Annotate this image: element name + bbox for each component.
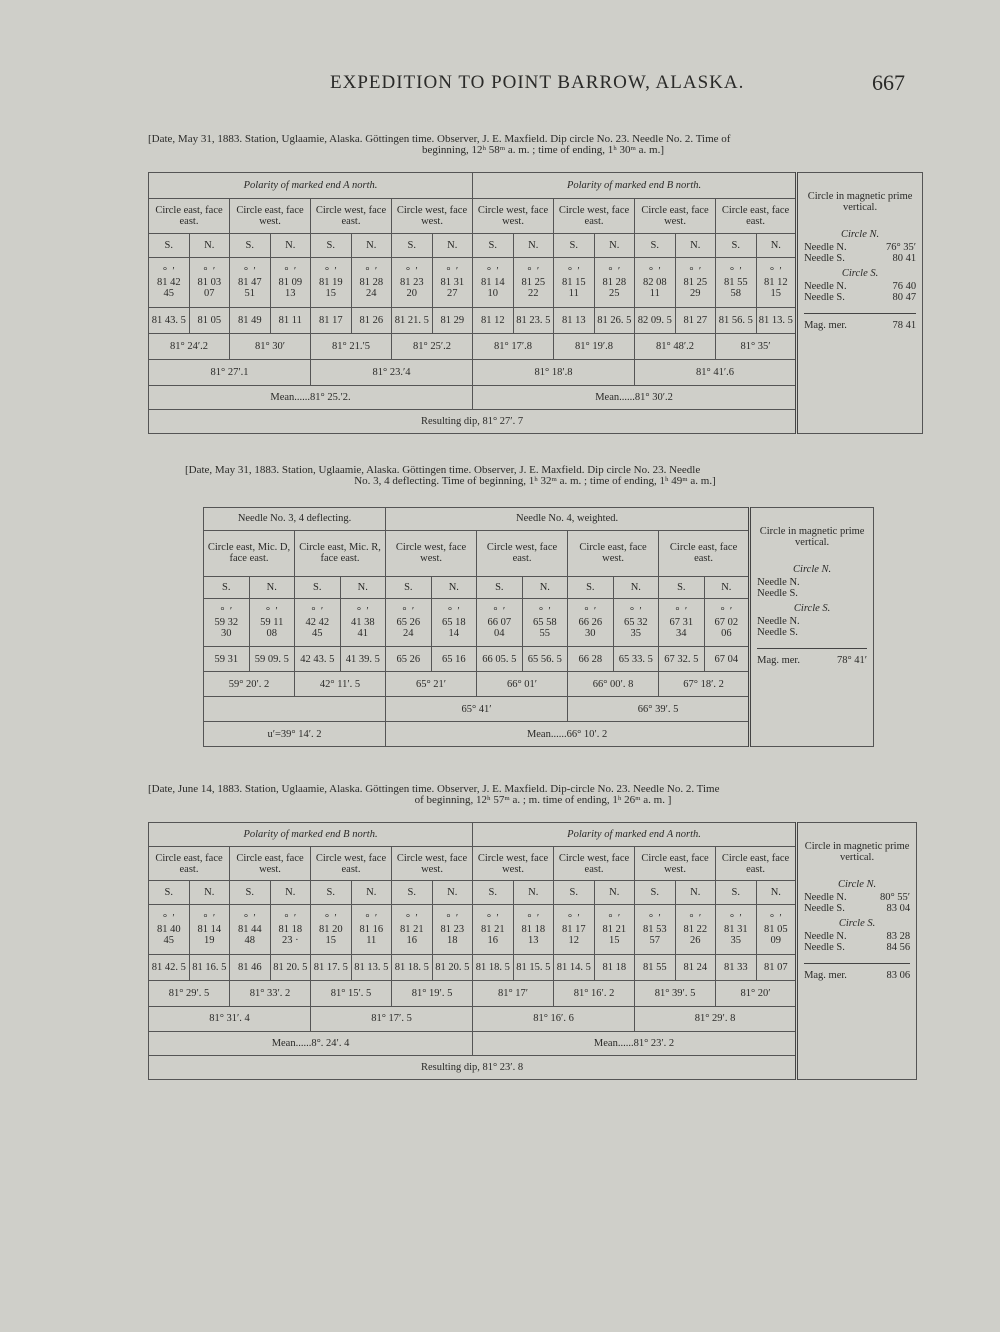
mean-cell: 81 43. 5	[149, 307, 190, 333]
needle-s-label: Needle S.	[804, 942, 845, 953]
resulting-dip: Resulting dip, 81° 27′. 7	[149, 410, 797, 434]
mean-cell: 81 07	[756, 954, 797, 980]
sn-label: N.	[675, 881, 716, 905]
reading-cell: ° ′ 42 42 45	[295, 599, 341, 647]
group-header-right: Polarity of marked end A north.	[473, 823, 797, 847]
reading-cell: ° ′ 81 19 15	[311, 257, 352, 307]
reading-cell: ° ′ 81 05 09	[756, 905, 797, 955]
sn-label: N.	[249, 576, 295, 599]
mean-cell: 59 31	[204, 647, 250, 672]
caption-line-2: beginning, 12ʰ 58ᵐ a. m. ; time of ending, 1ʰ 30ᵐ a. m.]	[421, 144, 665, 156]
resulting-dip: Resulting dip, 81° 23′. 8	[149, 1056, 797, 1080]
position-header: Circle east, face east.	[716, 846, 797, 881]
position-header: Circle east, face east.	[659, 530, 750, 576]
position-header: Circle west, face east.	[311, 846, 392, 881]
position-header: Circle west, face west.	[473, 846, 554, 881]
mean-cell: 81 13	[554, 307, 595, 333]
mag-mer-label: Mag. mer.	[804, 320, 847, 331]
mean-cell: 81 21. 5	[392, 307, 433, 333]
reading-cell: ° ′ 81 14 19	[189, 905, 230, 955]
reading-cell: ° ′ 66 07 04	[477, 599, 523, 647]
reading-cell: ° ′ 82 08 11	[635, 257, 676, 307]
reading-cell: ° ′ 81 47 51	[230, 257, 271, 307]
pair-mean-cell: 81° 15′. 5	[311, 980, 392, 1006]
sn-label: S.	[149, 233, 190, 257]
table-3-caption	[148, 784, 938, 806]
needle-n-label: Needle N.	[804, 242, 847, 253]
reading-cell: ° ′ 81 23 18	[432, 905, 473, 955]
mean-cell: 81 17	[311, 307, 352, 333]
group-header-left: Polarity of marked end A north.	[149, 173, 473, 199]
reading-cell: ° ′ 81 55 58	[716, 257, 757, 307]
quad-mean-cell: 81° 23.′4	[311, 360, 473, 386]
mean-cell: 67 04	[704, 647, 750, 672]
reading-cell: ° ′ 81 18 13	[513, 905, 554, 955]
position-header: Circle east, face west.	[230, 846, 311, 881]
position-header: Circle west, face east.	[311, 199, 392, 234]
sn-label: S.	[204, 576, 250, 599]
pair-mean-cell: 81° 24′.2	[149, 333, 230, 359]
mean-cell: 81 18. 5	[473, 954, 514, 980]
mean-cell: 81 11	[270, 307, 311, 333]
pair-mean-cell: 66° 00′. 8	[568, 672, 659, 697]
reading-cell: ° ′ 59 32 30	[204, 599, 250, 647]
prime-vertical-title: Circle in magnetic prime vertical.	[759, 526, 865, 548]
reading-cell: ° ′ 66 26 30	[568, 599, 614, 647]
needle-s-label: Needle S.	[757, 588, 798, 599]
needle-n-value: 80° 55′	[879, 892, 911, 903]
quad-mean-cell: 81° 29′. 8	[635, 1006, 797, 1032]
reading-cell: ° ′ 81 03 07	[189, 257, 230, 307]
mean-cell: 81 18	[594, 954, 635, 980]
mean-cell: 65 33. 5	[613, 647, 659, 672]
reading-cell: ° ′ 81 28 25	[594, 257, 635, 307]
needle-n-value: 76 40	[892, 281, 917, 292]
mean-cell: 59 09. 5	[249, 647, 295, 672]
sn-label: S.	[477, 576, 523, 599]
mean-cell: 81 42. 5	[149, 954, 190, 980]
sn-label: S.	[386, 576, 432, 599]
position-header: Circle west, face west.	[392, 199, 473, 234]
mean-cell: 41 39. 5	[340, 647, 386, 672]
quad-mean-cell: 81° 18′.8	[473, 360, 635, 386]
needle-n-label: Needle N.	[804, 931, 847, 942]
mag-mer-value: 83 06	[886, 970, 911, 981]
sn-label: S.	[392, 233, 433, 257]
needle-s-value: 80 41	[892, 253, 917, 264]
circle-s-label: Circle S.	[841, 268, 879, 279]
page-number: 667	[872, 70, 905, 95]
mean-cell: 81 29	[432, 307, 473, 333]
mean-cell: 81 12	[473, 307, 514, 333]
reading-cell: ° ′ 81 22 26	[675, 905, 716, 955]
quad-mean-cell: 81° 17′. 5	[311, 1006, 473, 1032]
mean-cell: 81 20. 5	[432, 954, 473, 980]
sn-label: N.	[594, 233, 635, 257]
half-mean-cell: Mean......66° 10′. 2	[386, 722, 750, 747]
pair-mean-cell: 81° 30′	[230, 333, 311, 359]
reading-cell: ° ′ 81 21 16	[473, 905, 514, 955]
half-mean-cell: Mean......81° 23′. 2	[473, 1032, 797, 1056]
sn-label: N.	[756, 233, 797, 257]
sn-label: S.	[635, 233, 676, 257]
reading-cell: ° ′ 81 21 16	[392, 905, 433, 955]
mean-cell: 81 55	[635, 954, 676, 980]
sn-label: S.	[311, 881, 352, 905]
reading-cell: ° ′ 81 21 15	[594, 905, 635, 955]
group-header-left: Polarity of marked end B north.	[149, 823, 473, 847]
mean-cell: 42 43. 5	[295, 647, 341, 672]
position-header: Circle west, face east.	[554, 199, 635, 234]
mean-cell: 66 28	[568, 647, 614, 672]
sn-label: N.	[431, 576, 477, 599]
caption-line-1: [Date, May 31, 1883. Station, Uglaamie, Alaska. Göttingen time. Observer, J. E. Maxfield. Dip circle No. 23. Needle	[185, 464, 701, 476]
pair-mean-cell: 81° 25′.2	[392, 333, 473, 359]
mean-cell: 81 27	[675, 307, 716, 333]
empty-cell	[204, 697, 386, 722]
sn-label: N.	[613, 576, 659, 599]
mean-cell: 81 56. 5	[716, 307, 757, 333]
reading-cell: ° ′ 81 17 12	[554, 905, 595, 955]
mean-cell: 67 32. 5	[659, 647, 705, 672]
sn-label: S.	[568, 576, 614, 599]
pair-mean-cell: 81° 35′	[716, 333, 797, 359]
position-header: Circle east, face east.	[149, 199, 230, 234]
mag-mer-value: 78° 41′	[836, 655, 868, 666]
reading-cell: ° ′ 41 38 41	[340, 599, 386, 647]
circle-s-label: Circle S.	[838, 918, 876, 929]
quad-mean-cell: 81° 27′.1	[149, 360, 311, 386]
mean-cell: 81 05	[189, 307, 230, 333]
observation-table-1	[148, 172, 923, 434]
pair-mean-cell: 81° 20′	[716, 980, 797, 1006]
mean-cell: 81 46	[230, 954, 271, 980]
pair-mean-cell: 81° 17′.8	[473, 333, 554, 359]
position-header: Circle east, face west.	[230, 199, 311, 234]
sn-label: N.	[704, 576, 750, 599]
pair-mean-cell: 67° 18′. 2	[659, 672, 750, 697]
sn-label: N.	[432, 233, 473, 257]
prime-vertical-block	[797, 823, 917, 1080]
circle-s-label: Circle S.	[793, 603, 831, 614]
reading-cell: ° ′ 81 53 57	[635, 905, 676, 955]
position-header: Circle west, face west.	[386, 530, 477, 576]
sn-label: S.	[230, 233, 271, 257]
reading-cell: ° ′ 65 32 35	[613, 599, 659, 647]
observation-table-3	[148, 822, 917, 1080]
pair-mean-cell: 81° 21.′5	[311, 333, 392, 359]
pair-mean-cell: 81° 39′. 5	[635, 980, 716, 1006]
observation-table-2	[203, 507, 874, 747]
reading-cell: ° ′ 81 28 24	[351, 257, 392, 307]
sn-label: N.	[513, 233, 554, 257]
position-header: Circle west, face east.	[554, 846, 635, 881]
sn-label: N.	[513, 881, 554, 905]
reading-cell: ° ′ 81 25 22	[513, 257, 554, 307]
page-header	[0, 72, 1000, 102]
sn-label: N.	[189, 881, 230, 905]
half-mean-cell: Mean......8°. 24′. 4	[149, 1032, 473, 1056]
mean-cell: 65 26	[386, 647, 432, 672]
pair-mean-cell: 81° 19′.8	[554, 333, 635, 359]
reading-cell: ° ′ 81 42 45	[149, 257, 190, 307]
mean-cell: 81 15. 5	[513, 954, 554, 980]
needle-s-value: 83 04	[886, 903, 911, 914]
sn-label: S.	[295, 576, 341, 599]
pair-mean-cell: 65° 21′	[386, 672, 477, 697]
needle-s-value: 84 56	[886, 942, 911, 953]
needle-s-value: 80 47	[892, 292, 917, 303]
reading-cell: ° ′ 81 23 20	[392, 257, 433, 307]
half-mean-cell: Mean......81° 25.′2.	[149, 386, 473, 410]
sn-label: S.	[392, 881, 433, 905]
reading-cell: ° ′ 81 31 35	[716, 905, 757, 955]
mean-cell: 65 16	[431, 647, 477, 672]
mean-cell: 81 14. 5	[554, 954, 595, 980]
mean-cell: 81 16. 5	[189, 954, 230, 980]
position-header: Circle east, face west.	[568, 530, 659, 576]
caption-line-2: No. 3, 4 deflecting. Time of beginning, 1ʰ 32ᵐ a. m. ; time of ending, 1ʰ 49ᵐ a. m.]	[354, 475, 716, 487]
sn-label: N.	[351, 881, 392, 905]
reading-cell: ° ′ 81 18 23 ·	[270, 905, 311, 955]
table-1-caption	[148, 134, 938, 156]
sn-label: S.	[554, 881, 595, 905]
pair-mean-cell: 81° 33′. 2	[230, 980, 311, 1006]
sn-label: S.	[635, 881, 676, 905]
pair-mean-cell: 66° 01′	[477, 672, 568, 697]
circle-n-label: Circle N.	[793, 564, 832, 575]
sn-label: N.	[675, 233, 716, 257]
mag-mer-label: Mag. mer.	[804, 970, 847, 981]
reading-cell: ° ′ 81 16 11	[351, 905, 392, 955]
sn-label: S.	[149, 881, 190, 905]
needle-s-label: Needle S.	[804, 292, 845, 303]
sn-label: N.	[189, 233, 230, 257]
pair-mean-cell: 81° 29′. 5	[149, 980, 230, 1006]
mean-cell: 81 23. 5	[513, 307, 554, 333]
reading-cell: ° ′ 65 58 55	[522, 599, 568, 647]
mean-cell: 81 18. 5	[392, 954, 433, 980]
pair-mean-cell: 81° 19′. 5	[392, 980, 473, 1006]
position-header: Circle west, face west.	[473, 199, 554, 234]
mean-cell: 66 05. 5	[477, 647, 523, 672]
mean-cell: 82 09. 5	[635, 307, 676, 333]
needle-n-value: 83 28	[886, 931, 911, 942]
caption-line-2: of beginning, 12ʰ 57ᵐ a. ; m. time of ending, 1ʰ 26ᵐ a. m. ]	[414, 794, 672, 806]
sn-label: S.	[554, 233, 595, 257]
needle-n-label: Needle N.	[804, 281, 847, 292]
position-header: Circle east, face east.	[149, 846, 230, 881]
reading-cell: ° ′ 81 14 10	[473, 257, 514, 307]
sn-label: N.	[432, 881, 473, 905]
prime-vertical-block	[797, 173, 923, 434]
needle-n-label: Needle N.	[804, 892, 847, 903]
mean-cell: 65 56. 5	[522, 647, 568, 672]
table-2-caption	[185, 465, 885, 487]
mean-cell: 81 26	[351, 307, 392, 333]
reading-cell: ° ′ 67 31 34	[659, 599, 705, 647]
reading-cell: ° ′ 65 18 14	[431, 599, 477, 647]
caption-line-1: [Date, May 31, 1883. Station, Uglaamie, Alaska. Göttingen time. Observer, J. E. Maxfield. Dip circle No. 23. Needle No. 2. Time of	[148, 133, 731, 145]
mag-mer-label: Mag. mer.	[757, 655, 800, 666]
quad-mean-cell: 81° 31′. 4	[149, 1006, 311, 1032]
pair-mean-cell: 81° 48′.2	[635, 333, 716, 359]
reading-cell: ° ′ 81 12 15	[756, 257, 797, 307]
half-mean-cell: Mean......81° 30′.2	[473, 386, 797, 410]
sn-label: N.	[270, 233, 311, 257]
needle-s-label: Needle S.	[804, 903, 845, 914]
needle-n-value: 76° 35′	[885, 242, 917, 253]
reading-cell: ° ′ 81 15 11	[554, 257, 595, 307]
group-header-right: Polarity of marked end B north.	[473, 173, 797, 199]
sn-label: S.	[659, 576, 705, 599]
sn-label: S.	[716, 233, 757, 257]
position-header: Circle west, face east.	[477, 530, 568, 576]
position-header: Circle east, face west.	[635, 199, 716, 234]
quad-mean-cell: 81° 16′. 6	[473, 1006, 635, 1032]
mean-cell: 81 49	[230, 307, 271, 333]
group-header-right: Needle No. 4, weighted.	[386, 508, 750, 531]
mean-cell: 81 13. 5	[351, 954, 392, 980]
prime-vertical-block	[750, 508, 874, 747]
mean-cell: 81 20. 5	[270, 954, 311, 980]
reading-cell: ° ′ 65 26 24	[386, 599, 432, 647]
u-value-cell: u′=39° 14′. 2	[204, 722, 386, 747]
sn-label: N.	[270, 881, 311, 905]
sn-label: S.	[473, 233, 514, 257]
mean-cell: 81 17. 5	[311, 954, 352, 980]
caption-line-1: [Date, June 14, 1883. Station, Uglaamie, Alaska. Göttingen time. Observer, J. E. Maxfield. Dip-circle No. 23. Needle No. 2. Time	[148, 783, 720, 795]
position-header: Circle west, face west.	[392, 846, 473, 881]
position-header: Circle east, face east.	[716, 199, 797, 234]
reading-cell: ° ′ 81 44 48	[230, 905, 271, 955]
needle-s-label: Needle S.	[757, 627, 798, 638]
reading-cell: ° ′ 67 02 06	[704, 599, 750, 647]
position-header: Circle east, Mic. D, face east.	[204, 530, 295, 576]
prime-vertical-title: Circle in magnetic prime vertical.	[807, 191, 913, 213]
mean-cell: 81 24	[675, 954, 716, 980]
sn-label: S.	[311, 233, 352, 257]
needle-n-label: Needle N.	[757, 577, 800, 588]
pair-mean-cell: 59° 20′. 2	[204, 672, 295, 697]
mean-cell: 81 13. 5	[756, 307, 797, 333]
quad-mean-cell: 81° 41′.6	[635, 360, 797, 386]
position-header: Circle east, face west.	[635, 846, 716, 881]
prime-vertical-title: Circle in magnetic prime vertical.	[804, 841, 910, 863]
reading-cell: ° ′ 59 11 08	[249, 599, 295, 647]
sn-label: N.	[340, 576, 386, 599]
pair-mean-cell: 42° 11′. 5	[295, 672, 386, 697]
quad-mean-cell: 65° 41′	[386, 697, 568, 722]
pair-mean-cell: 81° 17′	[473, 980, 554, 1006]
reading-cell: ° ′ 81 25 29	[675, 257, 716, 307]
sn-label: S.	[716, 881, 757, 905]
reading-cell: ° ′ 81 31 27	[432, 257, 473, 307]
circle-n-label: Circle N.	[838, 879, 877, 890]
sn-label: N.	[594, 881, 635, 905]
quad-mean-cell: 66° 39′. 5	[568, 697, 750, 722]
running-title: EXPEDITION TO POINT BARROW, ALASKA.	[330, 72, 745, 93]
circle-n-label: Circle N.	[841, 229, 880, 240]
sn-label: N.	[351, 233, 392, 257]
mag-mer-value: 78 41	[892, 320, 917, 331]
sn-label: N.	[522, 576, 568, 599]
reading-cell: ° ′ 81 09 13	[270, 257, 311, 307]
needle-n-label: Needle N.	[757, 616, 800, 627]
group-header-left: Needle No. 3, 4 deflecting.	[204, 508, 386, 531]
needle-s-label: Needle S.	[804, 253, 845, 264]
sn-label: N.	[756, 881, 797, 905]
reading-cell: ° ′ 81 20 15	[311, 905, 352, 955]
sn-label: S.	[473, 881, 514, 905]
mean-cell: 81 26. 5	[594, 307, 635, 333]
sn-label: S.	[230, 881, 271, 905]
position-header: Circle east, Mic. R, face east.	[295, 530, 386, 576]
reading-cell: ° ′ 81 40 45	[149, 905, 190, 955]
pair-mean-cell: 81° 16′. 2	[554, 980, 635, 1006]
mean-cell: 81 33	[716, 954, 757, 980]
